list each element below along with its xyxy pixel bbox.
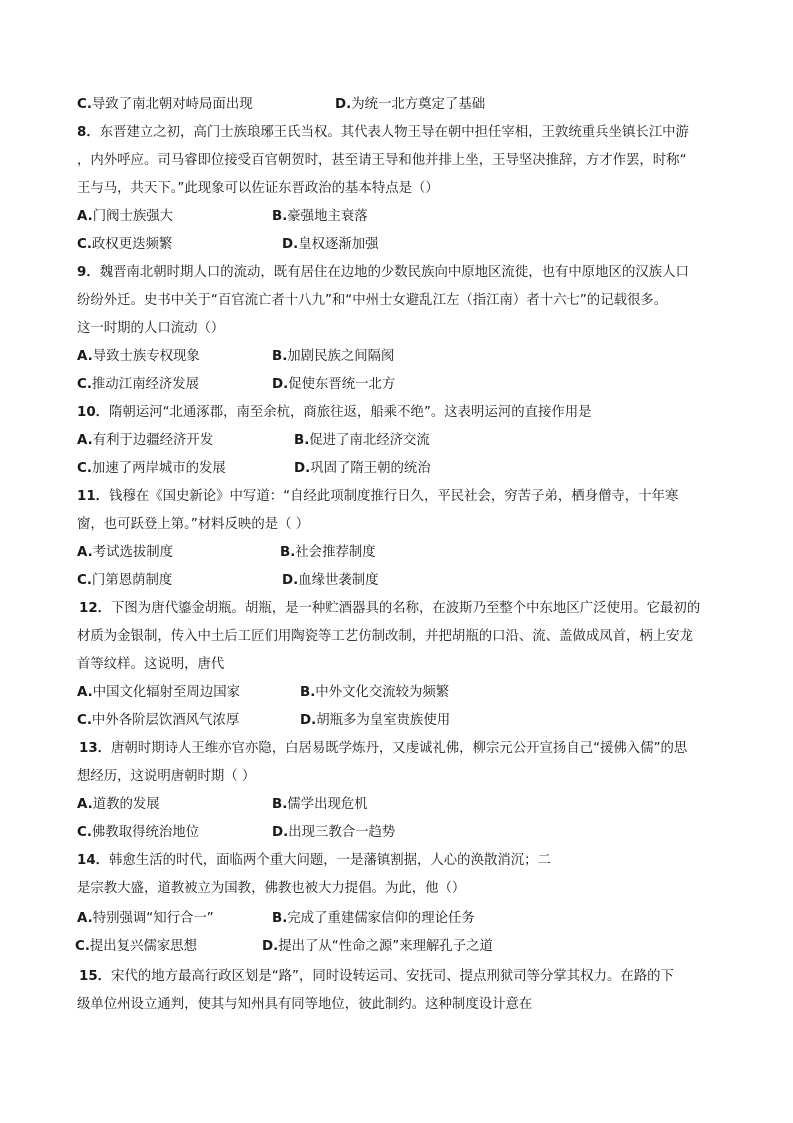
q14-option-b: B.完成了重建儒家信仰的理论任务 (272, 911, 475, 926)
q8-stem-line-3: 王与马，共天下。”此现象可以佐证东晋政治的基本特点是（） (77, 181, 439, 196)
q13-option-d: D.出现三教合一趋势 (272, 825, 396, 840)
q12-stem-line-2: 材质为金银制，传入中土后工匠们用陶瓷等工艺仿制改制，并把胡瓶的口沿、流、盖做成凤首，柄上安龙 (77, 629, 693, 644)
q8-option-d: D.皇权逐渐加强 (282, 237, 379, 252)
q8-option-c: C.政权更迭频繁 (77, 237, 173, 252)
q11-option-d: D.血缘世袭制度 (282, 573, 379, 588)
q9-option-b: B.加剧民族之间隔阂 (272, 349, 395, 364)
q11-option-a: A.考试选拔制度 (77, 545, 174, 560)
q12-stem-line-1: 12．下图为唐代鎏金胡瓶。胡瓶，是一种贮酒器具的名称，在波斯乃至整个中东地区广泛使用。它最初的 (79, 601, 701, 616)
q10-option-a: A.有利于边疆经济开发 (77, 433, 214, 448)
q7-option-d: D.为统一北方奠定了基础 (335, 97, 486, 112)
q8-option-b: B.豪强地主衰落 (272, 209, 368, 224)
q15-stem-line-1: 15．宋代的地方最高行政区划是“路”，同时设转运司、安抚司、提点刑狱司等分掌其权力。在路的下 (79, 969, 674, 984)
q10-option-b: B.促进了南北经济交流 (294, 433, 430, 448)
q10-option-c: C.加速了两岸城市的发展 (77, 461, 226, 476)
q9-option-a: A.导致士族专权现象 (77, 349, 200, 364)
q9-option-d: D.促使东晋统一北方 (272, 377, 396, 392)
q11-option-c: C.门第恩荫制度 (77, 573, 173, 588)
q12-option-c: C.中外各阶层饮酒风气浓厚 (77, 713, 240, 728)
q11-stem-line-2: 窗，也可跃登上第。”材料反映的是（ ） (77, 517, 310, 532)
q9-stem-line-3: 这一时期的人口流动（） (77, 321, 225, 336)
q13-option-b: B.儒学出现危机 (272, 797, 368, 812)
q12-option-b: B.中外文化交流较为频繁 (300, 685, 450, 700)
q10-option-d: D.巩固了隋王朝的统治 (294, 461, 431, 476)
q9-stem-line-1: 9．魏晋南北朝时期人口的流动，既有居住在边地的少数民族向中原地区流徙，也有中原地区的汉族人口 (77, 265, 689, 280)
q11-option-b: B.社会推荐制度 (280, 545, 376, 560)
q14-stem-line-2: 是宗教大盛，道教被立为国教，佛教也被大力提倡。为此，他（） (77, 881, 466, 896)
q12-stem-line-3: 首等纹样。这说明，唐代 (77, 657, 225, 672)
q14-option-a: A.特别强调“知行合一” (77, 911, 214, 926)
q9-option-c: C.推动江南经济发展 (77, 377, 200, 392)
q7-option-c: C.导致了南北朝对峙局面出现 (77, 97, 253, 112)
q13-option-c: C.佛教取得统治地位 (77, 825, 200, 840)
q15-stem-line-2: 级单位州设立通判，使其与知州具有同等地位，彼此制约。这种制度设计意在 (77, 997, 533, 1012)
q10-stem-line-1: 10．隋朝运河“北通涿郡，南至余杭，商旅往返，船乘不绝”。这表明运河的直接作用是 (77, 405, 592, 420)
q12-option-a: A.中国文化辐射至周边国家 (77, 685, 240, 700)
q8-option-a: A.门阀士族强大 (77, 209, 174, 224)
q8-stem-line-1: 8．东晋建立之初，高门士族琅琊王氏当权。其代表人物王导在朝中担任宰相，王敦统重兵坐镇长江中游 (77, 125, 689, 140)
q13-option-a: A.道教的发展 (77, 797, 160, 812)
q13-stem-line-1: 13．唐朝时期诗人王维亦官亦隐，白居易既学炼丹，又虔诚礼佛，柳宗元公开宣扬自己“援佛入儒”的思 (79, 741, 688, 756)
q12-option-d: D.胡瓶多为皇室贵族使用 (300, 713, 451, 728)
q8-stem-line-2: ，内外呼应。司马睿即位接受百官朝贺时，甚至请王导和他并排上坐，王导坚决推辞，方才作罢，时称“ (77, 153, 687, 168)
q13-stem-line-2: 想经历，这说明唐朝时期（ ） (77, 769, 256, 784)
q14-option-d: D.提出了从“性命之源”来理解孔子之道 (262, 939, 493, 954)
q14-stem-line-1: 14．韩愈生活的时代，面临两个重大问题，一是藩镇割据，人心的涣散消沉；二 (77, 853, 551, 868)
q14-option-c: C.提出复兴儒家思想 (75, 939, 198, 954)
q11-stem-line-1: 11．钱穆在《国史新论》中写道：“自经此项制度推行日久，平民社会，穷苦子弟，栖身僧寺，十年寒 (77, 489, 679, 504)
q9-stem-line-2: 纷纷外迁。史书中关于“百官流亡者十八九”和“中州士女避乱江左（指江南）者十六七”的记载很多。 (77, 293, 668, 308)
